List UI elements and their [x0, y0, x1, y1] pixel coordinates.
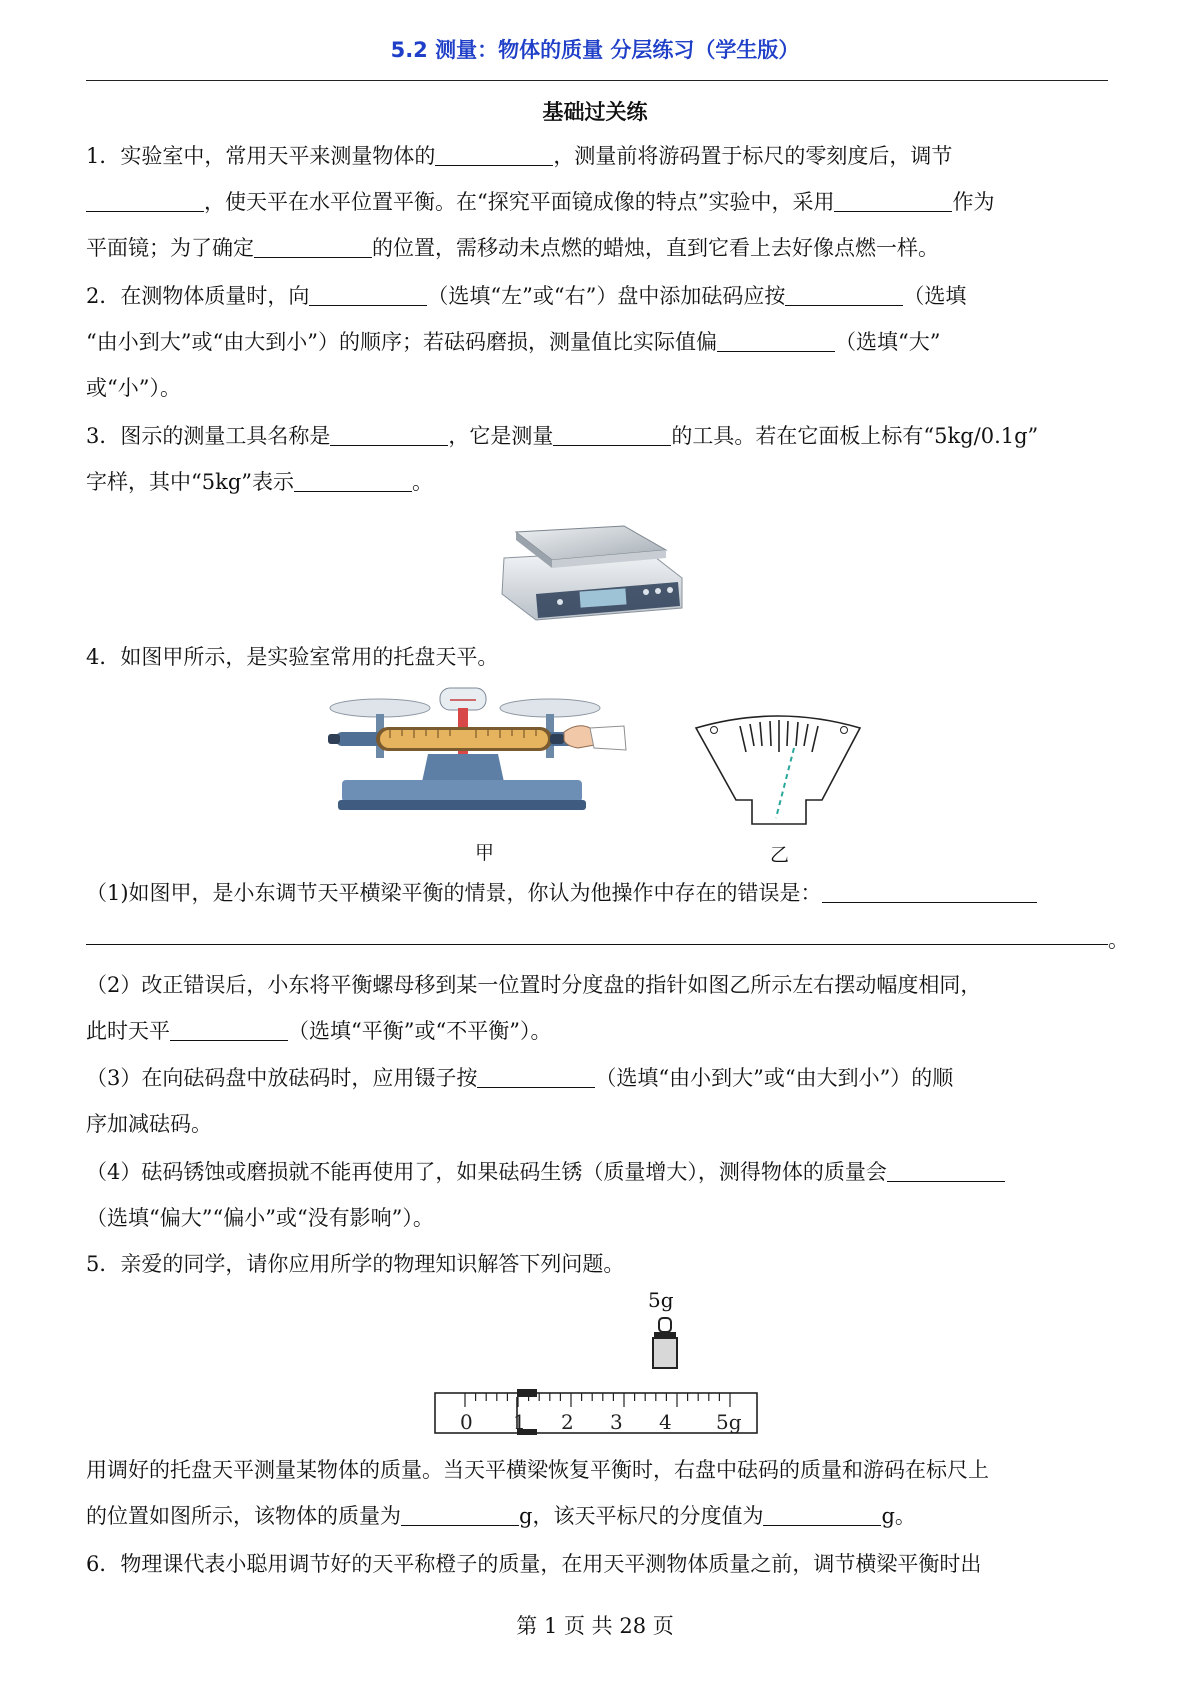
q2-text: （选填“左”或“右”）盘中添加砝码应按 — [427, 284, 786, 308]
q3-text: 3．图示的测量工具名称是 — [86, 424, 331, 448]
scale-label-3: 3 — [610, 1410, 623, 1434]
q4-text: （1)如图甲，是小东调节天平横梁平衡的情景，你认为他操作中存在的错误是： — [86, 881, 822, 905]
q5-blank-1[interactable] — [401, 1503, 519, 1526]
weight-label: 5g — [648, 1288, 674, 1312]
q4-text: 此时天平 — [86, 1019, 170, 1043]
scale-label-1: 1 — [513, 1410, 526, 1434]
q4-text: （3）在向砝码盘中放砝码时，应用镊子按 — [86, 1066, 478, 1090]
page-footer: 第 1 页 共 28 页 — [516, 1614, 674, 1638]
q4-part-4-line-1 — [86, 1157, 1108, 1187]
q2-blank-3[interactable] — [717, 329, 835, 352]
q5-blank-2[interactable] — [763, 1503, 881, 1526]
q1-text: ，测量前将游码置于标尺的零刻度后，调节 — [553, 144, 953, 168]
q2-line-2 — [86, 327, 1108, 357]
q4-blank-1[interactable] — [822, 880, 1037, 903]
q5-text: g，该天平标尺的分度值为 — [519, 1504, 764, 1528]
q4-blank-4[interactable] — [887, 1159, 1005, 1182]
q4-blank-2[interactable] — [170, 1018, 288, 1041]
scale-display — [579, 588, 626, 607]
q1-line-1 — [86, 141, 1108, 171]
scale-label-0: 0 — [460, 1410, 473, 1434]
weight-5g-icon — [650, 1316, 680, 1370]
q3-line-1 — [86, 421, 1108, 451]
scale-label-4: 4 — [659, 1410, 672, 1434]
q4-text: （选填“平衡”或“不平衡”）。 — [288, 1019, 552, 1043]
pan-balance-figure — [328, 680, 638, 824]
q4-intro: 4．如图甲所示，是实验室常用的托盘天平。 — [86, 645, 499, 669]
q2-blank-2[interactable] — [785, 283, 903, 306]
q4-answer-line[interactable] — [86, 944, 1108, 945]
q1-blank-3[interactable] — [834, 189, 952, 212]
q2-line-1 — [86, 281, 1108, 311]
page-header-title: 5.2 测量：物体的质量 分层练习（学生版） — [390, 38, 800, 62]
q2-text: （选填 — [903, 284, 967, 308]
rider-top — [517, 1389, 537, 1397]
q2-line-3: 或“小”）。 — [86, 376, 181, 400]
q4-part-3-line-1 — [86, 1063, 1108, 1093]
q3-blank-2[interactable] — [553, 423, 671, 446]
q1-blank-1[interactable] — [435, 143, 553, 166]
q4-blank-3[interactable] — [477, 1065, 595, 1088]
dial-head — [440, 688, 486, 710]
q3-text: 。 — [412, 470, 433, 494]
section-title: 基础过关练 — [542, 99, 648, 124]
q6-line-1: 6．物理课代表小聪用调节好的天平称橙子的质量，在用天平测物体质量之前，调节横梁平衡时出 — [86, 1552, 982, 1576]
q5-intro: 5．亲爱的同学，请你应用所学的物理知识解答下列问题。 — [86, 1252, 625, 1276]
q4-text: （4）砝码锈蚀或磨损就不能再使用了，如果砝码生锈（质量增大），测得物体的质量会 — [86, 1160, 887, 1184]
q1-line-3 — [86, 233, 1108, 263]
scale-label-2: 2 — [561, 1410, 574, 1434]
q2-blank-1[interactable] — [309, 283, 427, 306]
q5-text: 的位置如图所示，该物体的质量为 — [86, 1504, 401, 1528]
q3-blank-1[interactable] — [330, 423, 448, 446]
q2-text: “由小到大”或“由大到小”）的顺序；若砝码磨损，测量值比实际值偏 — [86, 330, 717, 354]
electronic-scale-image — [496, 516, 688, 624]
q1-blank-2[interactable] — [86, 189, 204, 212]
q4-text: （选填“由小到大”或“由大到小”）的顺 — [595, 1066, 954, 1090]
rider-scale-ruler — [433, 1385, 759, 1435]
q2-text: 2．在测物体质量时，向 — [86, 284, 310, 308]
q4-part-1 — [86, 878, 1108, 908]
q4-answer-period: 。 — [1108, 928, 1129, 952]
q1-text: 1．实验室中，常用天平来测量物体的 — [86, 144, 436, 168]
q2-text: （选填“大” — [834, 330, 941, 354]
q5-line-2 — [86, 1501, 1108, 1531]
q5-line-1: 用调好的托盘天平测量某物体的质量。当天平横梁恢复平衡时，右盘中砝码的质量和游码在标尺上 — [86, 1458, 989, 1482]
q1-text: 作为 — [952, 190, 995, 214]
q3-text: ，它是测量 — [448, 424, 554, 448]
header-rule — [86, 80, 1108, 81]
scale-label-5: 5g — [716, 1410, 742, 1434]
q1-text: ，使天平在水平位置平衡。在“探究平面镜成像的特点”实验中，采用 — [204, 190, 835, 214]
q3-text: 字样，其中“5kg”表示 — [86, 470, 294, 494]
pointer-dial-figure — [694, 706, 864, 826]
q5-text: g。 — [881, 1504, 916, 1528]
q1-line-2 — [86, 187, 1108, 217]
figure-b-caption: 乙 — [770, 844, 790, 866]
q3-blank-3[interactable] — [294, 469, 412, 492]
figure-a-caption: 甲 — [475, 842, 495, 864]
q1-text: 平面镜；为了确定 — [86, 236, 254, 260]
q1-blank-4[interactable] — [254, 235, 372, 258]
q4-part-2-line-1: （2）改正错误后，小东将平衡螺母移到某一位置时分度盘的指针如图乙所示左右摆动幅度相同， — [86, 973, 982, 997]
q4-part-3-line-2: 序加减砝码。 — [86, 1112, 212, 1136]
q1-text: 的位置，需移动未点燃的蜡烛，直到它看上去好像点燃一样。 — [372, 236, 939, 260]
q3-line-2 — [86, 467, 1108, 497]
q3-text: 的工具。若在它面板上标有“5kg/0.1g” — [671, 424, 1039, 448]
q4-part-2-line-2 — [86, 1016, 1108, 1046]
q4-part-4-line-2: （选填“偏大”“偏小”或“没有影响”）。 — [86, 1206, 434, 1230]
